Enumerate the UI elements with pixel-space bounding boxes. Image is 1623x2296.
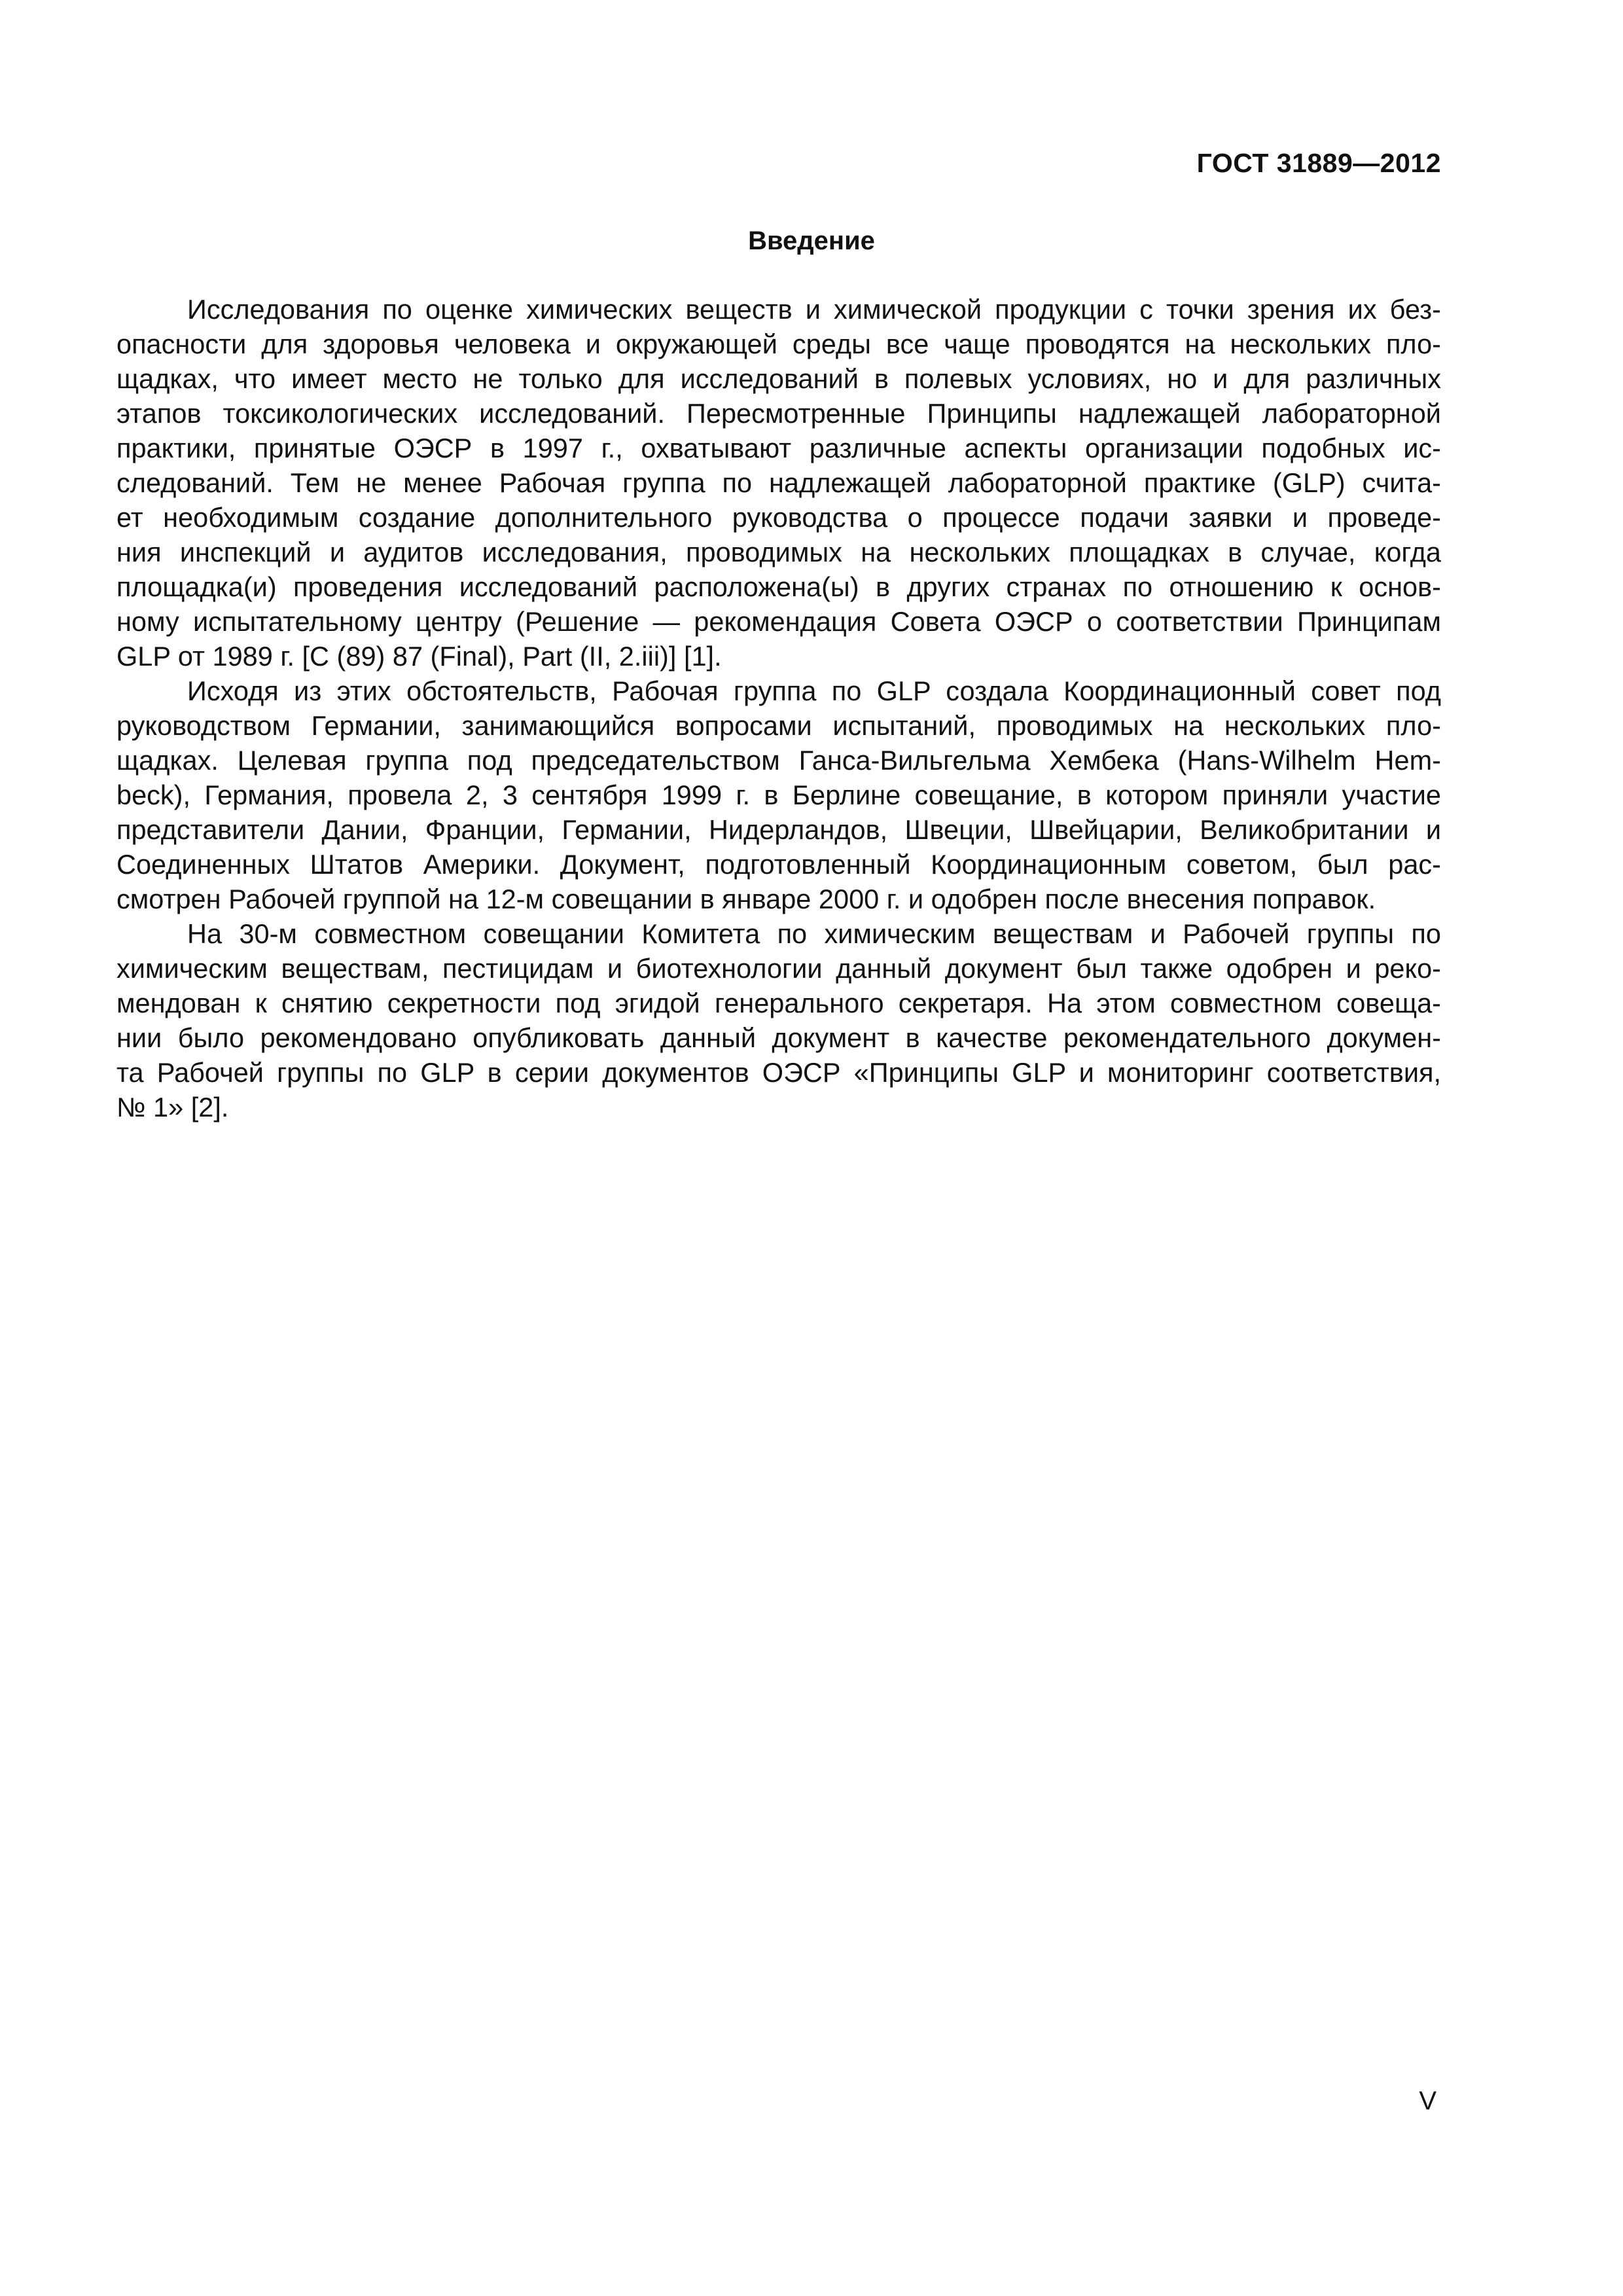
text-line: площадка(и) проведения исследований расположена(ы) в других странах по отношению к основ- — [116, 571, 1441, 602]
text-line: На 30-м совместном совещании Комитета по химическим веществам и Рабочей группы по — [187, 918, 1441, 949]
page-number: V — [1419, 2087, 1436, 2115]
section-title: Введение — [748, 226, 875, 255]
body-text — [116, 292, 1441, 1124]
text-line: этапов токсикологических исследований. Пересмотренные Принципы надлежащей лабораторной — [116, 398, 1441, 429]
text-line: щадках, что имеет место не только для исследований в полевых условиях, но и для различных — [116, 363, 1441, 394]
text-line: практики, принятые ОЭСР в 1997 г., охватывают различные аспекты организации подобных ис- — [116, 433, 1441, 463]
text-line: Исследования по оценке химических веществ и химической продукции с точки зрения их без- — [187, 294, 1441, 325]
text-line: следований. Тем не менее Рабочая группа по надлежащей лабораторной практике (GLP) счита- — [116, 467, 1441, 498]
text-line: нии было рекомендовано опубликовать данный документ в качестве рекомендательного докумен- — [116, 1022, 1441, 1053]
text-line: Соединенных Штатов Америки. Документ, подготовленный Координационным советом, был рас- — [116, 849, 1441, 880]
text-line: beck), Германия, провела 2, 3 сентября 1999 г. в Берлине совещание, в котором приняли участие — [116, 780, 1441, 810]
paragraph-2 — [116, 673, 1441, 916]
text-line: смотрен Рабочей группой на 12-м совещании в январе 2000 г. и одобрен после внесения поправок. — [116, 884, 1376, 914]
text-line: ет необходимым создание дополнительного руководства о процессе подачи заявки и проведе- — [116, 502, 1441, 533]
standard-code: ГОСТ 31889—2012 — [1196, 148, 1441, 178]
text-line: GLP от 1989 г. [С (89) 87 (Final), Part (II, 2.iii)] [1]. — [116, 641, 722, 672]
text-line: представители Дании, Франции, Германии, Нидерландов, Швеции, Швейцарии, Великобритании и — [116, 814, 1441, 845]
text-line: та Рабочей группы по GLP в серии документов ОЭСР «Принципы GLP и мониторинг соответствия, — [116, 1057, 1441, 1088]
text-line: ния инспекций и аудитов исследования, проводимых на нескольких площадках в случае, когда — [116, 537, 1441, 567]
text-line: щадках. Целевая группа под председательством Ганса-Вильгельма Хембека (Hans-Wilhelm Hem- — [116, 745, 1441, 776]
paragraph-1 — [116, 292, 1441, 673]
text-line: № 1» [2]. — [116, 1092, 229, 1122]
text-line: химическим веществам, пестицидам и биотехнологии данный документ был также одобрен и реко- — [116, 953, 1441, 984]
text-line: мендован к снятию секретности под эгидой генерального секретаря. На этом совместном совеща- — [116, 988, 1441, 1018]
text-line: Исходя из этих обстоятельств, Рабочая группа по GLP создала Координационный совет под — [187, 675, 1441, 706]
text-line: руководством Германии, занимающийся вопросами испытаний, проводимых на нескольких пло- — [116, 710, 1441, 741]
paragraph-3 — [116, 916, 1441, 1124]
text-line: опасности для здоровья человека и окружающей среды все чаще проводятся на нескольких пло- — [116, 329, 1441, 359]
text-line: ному испытательному центру (Решение — рекомендация Совета ОЭСР о соответствии Принципам — [116, 606, 1441, 637]
